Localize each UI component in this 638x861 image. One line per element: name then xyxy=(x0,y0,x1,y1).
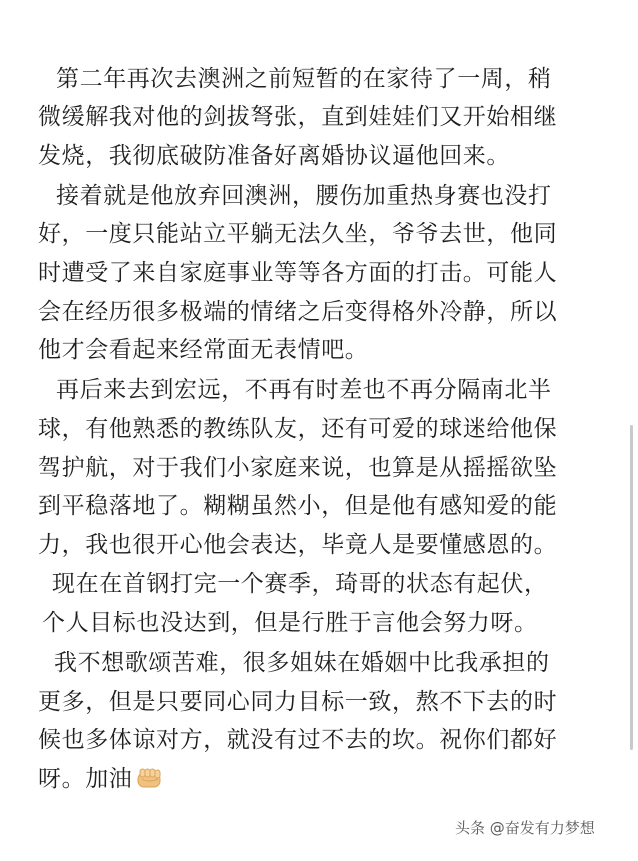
text-line-3: 发烧，我彻底破防准备好离婚协议逼他回来。 xyxy=(38,143,510,169)
text-line-15: 个人目标也没达到，但是行胜于言他会努力呀。 xyxy=(42,610,538,636)
source-watermark: 头条 @奋发有力梦想 xyxy=(455,819,595,837)
text-line-9: 再后来去到宏远，不再有时差也不再分隔南北半 xyxy=(56,377,552,403)
text-line-8: 他才会看起来经常面无表情吧。 xyxy=(38,337,369,363)
text-line-4: 接着就是他放弃回澳洲，腰伤加重热身赛也没打 xyxy=(56,183,552,209)
text-line-5: 好，一度只能站立平躺无法久坐，爷爷去世，他同 xyxy=(38,221,558,247)
text-line-19 xyxy=(38,763,164,795)
text-line-19-text: 呀。加油 xyxy=(38,766,133,792)
text-line-18: 候也多体谅对方，就没有过不去的坎。祝你们都好 xyxy=(38,727,558,753)
fist-emoji-icon xyxy=(136,767,164,789)
text-line-13: 力，我也很开心他会表达，毕竟人是要懂感恩的。 xyxy=(38,532,558,558)
text-line-16: 我不想歌颂苦难，很多姐妹在婚姻中比我承担的 xyxy=(54,650,550,676)
text-line-7: 会在经历很多极端的情绪之后变得格外冷静，所以 xyxy=(38,299,558,325)
text-line-2: 微缓解我对他的剑拔弩张，直到娃娃们又开始相继 xyxy=(38,104,558,130)
text-line-17: 更多，但是只要同心同力目标一致，熬不下去的时 xyxy=(38,689,558,715)
text-line-1: 第二年再次去澳洲之前短暂的在家待了一周，稍 xyxy=(56,66,552,92)
text-line-12: 到平稳落地了。糊糊虽然小，但是他有感知爱的能 xyxy=(38,493,558,519)
text-line-10: 球，有他熟悉的教练队友，还有可爱的球迷给他保 xyxy=(38,416,558,442)
text-line-11: 驾护航，对于我们小家庭来说，也算是从摇摇欲坠 xyxy=(38,455,558,481)
text-line-6: 时遭受了来自家庭事业等等各方面的打击。可能人 xyxy=(38,260,558,286)
scrollbar[interactable] xyxy=(630,425,633,750)
text-line-14: 现在在首钢打完一个赛季，琦哥的状态有起伏， xyxy=(52,571,548,597)
